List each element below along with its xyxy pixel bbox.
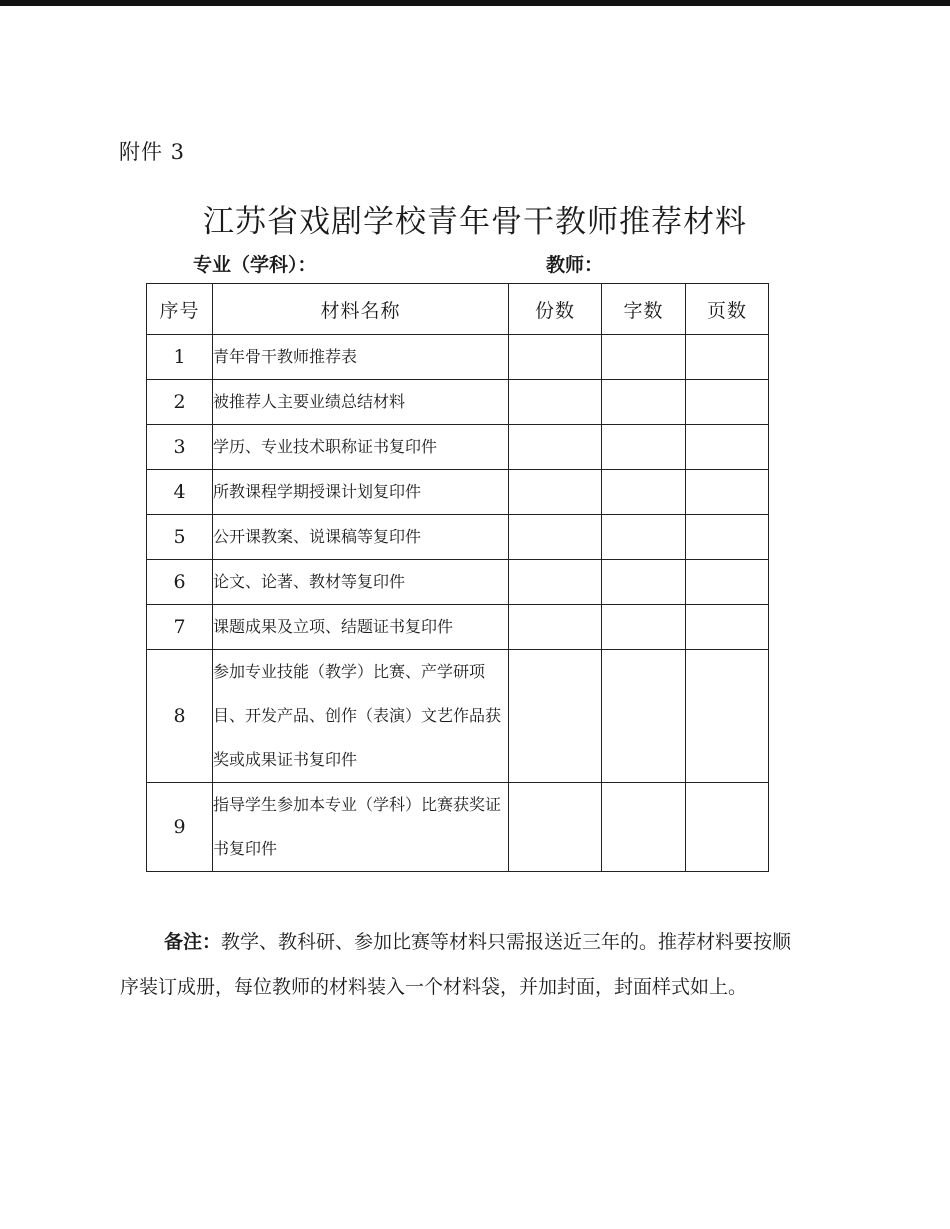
- material-name: 指导学生参加本专业（学科）比赛获奖证书复印件: [213, 783, 509, 872]
- words-cell[interactable]: [602, 425, 686, 470]
- copies-cell[interactable]: [509, 560, 602, 605]
- pages-cell[interactable]: [686, 470, 769, 515]
- table-row: [147, 560, 769, 605]
- words-cell[interactable]: [602, 560, 686, 605]
- row-number: 1: [147, 335, 213, 380]
- words-cell[interactable]: [602, 605, 686, 650]
- pages-cell[interactable]: [686, 783, 769, 872]
- words-cell[interactable]: [602, 515, 686, 560]
- table-row: [147, 380, 769, 425]
- document-title: 江苏省戏剧学校青年骨干教师推荐材料: [203, 204, 747, 240]
- table-row: [147, 425, 769, 470]
- remarks-label: 备注：: [164, 931, 222, 953]
- copies-cell[interactable]: [509, 425, 602, 470]
- pages-cell[interactable]: [686, 560, 769, 605]
- pages-cell[interactable]: [686, 605, 769, 650]
- material-name: 青年骨干教师推荐表: [213, 335, 509, 380]
- scan-top-edge: [0, 0, 950, 6]
- row-number: 8: [147, 650, 213, 783]
- copies-cell[interactable]: [509, 783, 602, 872]
- pages-cell[interactable]: [686, 425, 769, 470]
- row-number: 5: [147, 515, 213, 560]
- header-name: 材料名称: [213, 284, 509, 335]
- table-row: [147, 515, 769, 560]
- row-number: 3: [147, 425, 213, 470]
- material-name: 所教课程学期授课计划复印件: [213, 470, 509, 515]
- row-number: 2: [147, 380, 213, 425]
- row-number: 7: [147, 605, 213, 650]
- major-field-label: 专业（学科）：: [193, 254, 317, 276]
- pages-cell[interactable]: [686, 515, 769, 560]
- table-row: [147, 650, 769, 783]
- header-no: 序号: [147, 284, 213, 335]
- row-number: 6: [147, 560, 213, 605]
- material-name: 参加专业技能（教学）比赛、产学研项目、开发产品、创作（表演）文艺作品获奖或成果证书复印件: [213, 650, 509, 783]
- copies-cell[interactable]: [509, 470, 602, 515]
- pages-cell[interactable]: [686, 380, 769, 425]
- words-cell[interactable]: [602, 783, 686, 872]
- table-header-row: [147, 284, 769, 335]
- material-name: 课题成果及立项、结题证书复印件: [213, 605, 509, 650]
- remarks-text: 教学、教科研、参加比赛等材料只需报送近三年的。推荐材料要按顺序装订成册，每位教师的材料装入一个材料袋，并加封面，封面样式如上。: [120, 931, 792, 998]
- material-name: 被推荐人主要业绩总结材料: [213, 380, 509, 425]
- table-row: [147, 335, 769, 380]
- row-number: 9: [147, 783, 213, 872]
- copies-cell[interactable]: [509, 605, 602, 650]
- materials-table: [146, 283, 769, 872]
- material-name: 公开课教案、说课稿等复印件: [213, 515, 509, 560]
- words-cell[interactable]: [602, 650, 686, 783]
- pages-cell[interactable]: [686, 650, 769, 783]
- copies-cell[interactable]: [509, 335, 602, 380]
- copies-cell[interactable]: [509, 650, 602, 783]
- header-copies: 份数: [509, 284, 602, 335]
- words-cell[interactable]: [602, 380, 686, 425]
- header-pages: 页数: [686, 284, 769, 335]
- copies-cell[interactable]: [509, 380, 602, 425]
- material-name: 学历、专业技术职称证书复印件: [213, 425, 509, 470]
- words-cell[interactable]: [602, 470, 686, 515]
- copies-cell[interactable]: [509, 515, 602, 560]
- teacher-field-label: 教师：: [546, 254, 604, 276]
- words-cell[interactable]: [602, 335, 686, 380]
- attachment-label: 附件 3: [119, 140, 186, 164]
- material-name: 论文、论著、教材等复印件: [213, 560, 509, 605]
- row-number: 4: [147, 470, 213, 515]
- pages-cell[interactable]: [686, 335, 769, 380]
- table-row: [147, 470, 769, 515]
- table-row: [147, 605, 769, 650]
- header-words: 字数: [602, 284, 686, 335]
- table-row: [147, 783, 769, 872]
- remarks-paragraph: [120, 920, 810, 1010]
